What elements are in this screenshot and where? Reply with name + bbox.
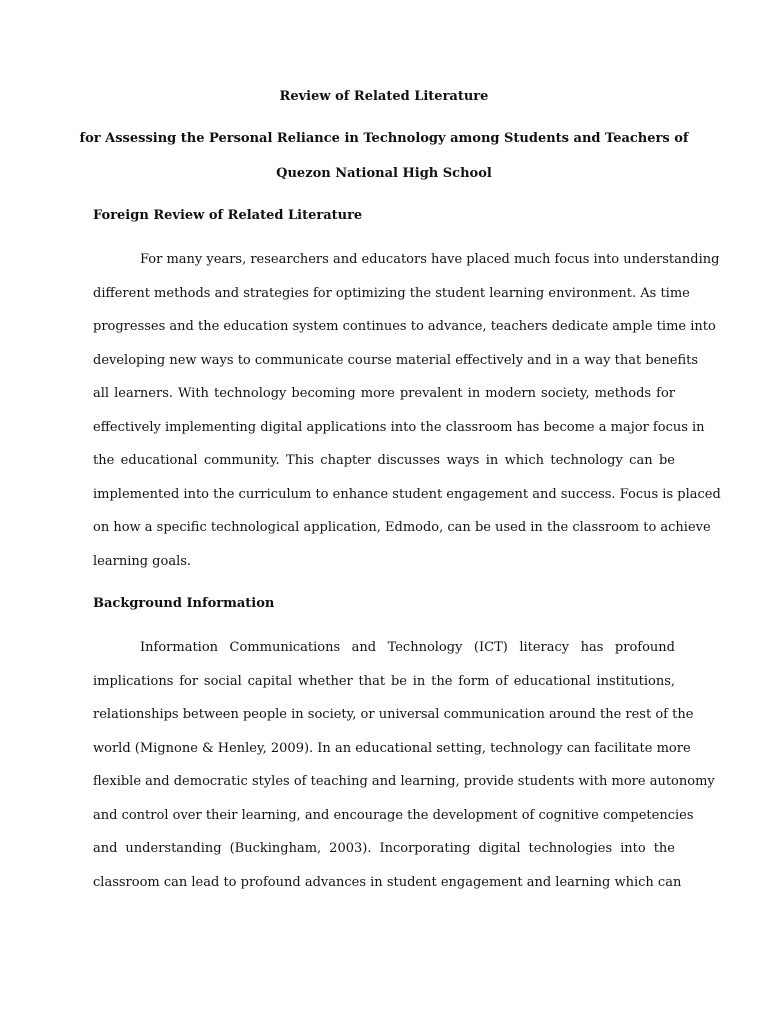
paragraph-line: relationships between people in society, or universal communication around the rest of the <box>93 707 694 722</box>
paragraph-line: progresses and the education system continues to advance, teachers dedicate ample time into <box>93 319 716 334</box>
paragraph-line: For many years, researchers and educators have placed much focus into understanding <box>140 252 720 267</box>
paragraph-line: and understanding (Buckingham, 2003). Incorporating digital technologies into the <box>93 841 675 856</box>
document-subtitle-line-1: for Assessing the Personal Reliance in Technology among Students and Teachers of <box>79 131 689 146</box>
paragraph-line: and control over their learning, and encourage the development of cognitive competencies <box>93 807 694 823</box>
paragraph-background-information <box>93 631 715 899</box>
paragraph-line: different methods and strategies for optimizing the student learning environment. As time <box>93 285 690 301</box>
paragraph-line: all learners. With technology becoming more prevalent in modern society, methods for <box>93 386 675 401</box>
paragraph-line: flexible and democratic styles of teaching and learning, provide students with more autonomy <box>93 774 715 789</box>
document-title: Review of Related Literature <box>279 89 489 104</box>
section-heading-foreign-review: Foreign Review of Related Literature <box>93 208 363 223</box>
paragraph-line: developing new ways to communicate course material effectively and in a way that benefits <box>93 352 699 368</box>
paragraph-line: classroom can lead to profound advances in student engagement and learning which can <box>93 874 682 890</box>
section-heading-background-information: Background Information <box>93 596 275 611</box>
document-subtitle-line-2: Quezon National High School <box>276 166 492 181</box>
paragraph-line: implications for social capital whether that be in the form of educational institutions, <box>93 673 675 689</box>
paragraph-line: on how a specific technological application, Edmodo, can be used in the classroom to achieve <box>93 520 711 535</box>
paragraph-line: world (Mignone & Henley, 2009). In an educational setting, technology can facilitate more <box>93 740 691 756</box>
paragraph-line: implemented into the curriculum to enhance student engagement and success. Focus is placed <box>93 486 721 502</box>
paragraph-line: Information Communications and Technology (ICT) literacy has profound <box>140 640 675 655</box>
paragraph-line: the educational community. This chapter discusses ways in which technology can be <box>93 453 675 468</box>
paragraph-line: effectively implementing digital applications into the classroom has become a major focus in <box>93 419 705 435</box>
paragraph-foreign-review <box>93 243 721 578</box>
paragraph-line: learning goals. <box>93 553 192 569</box>
